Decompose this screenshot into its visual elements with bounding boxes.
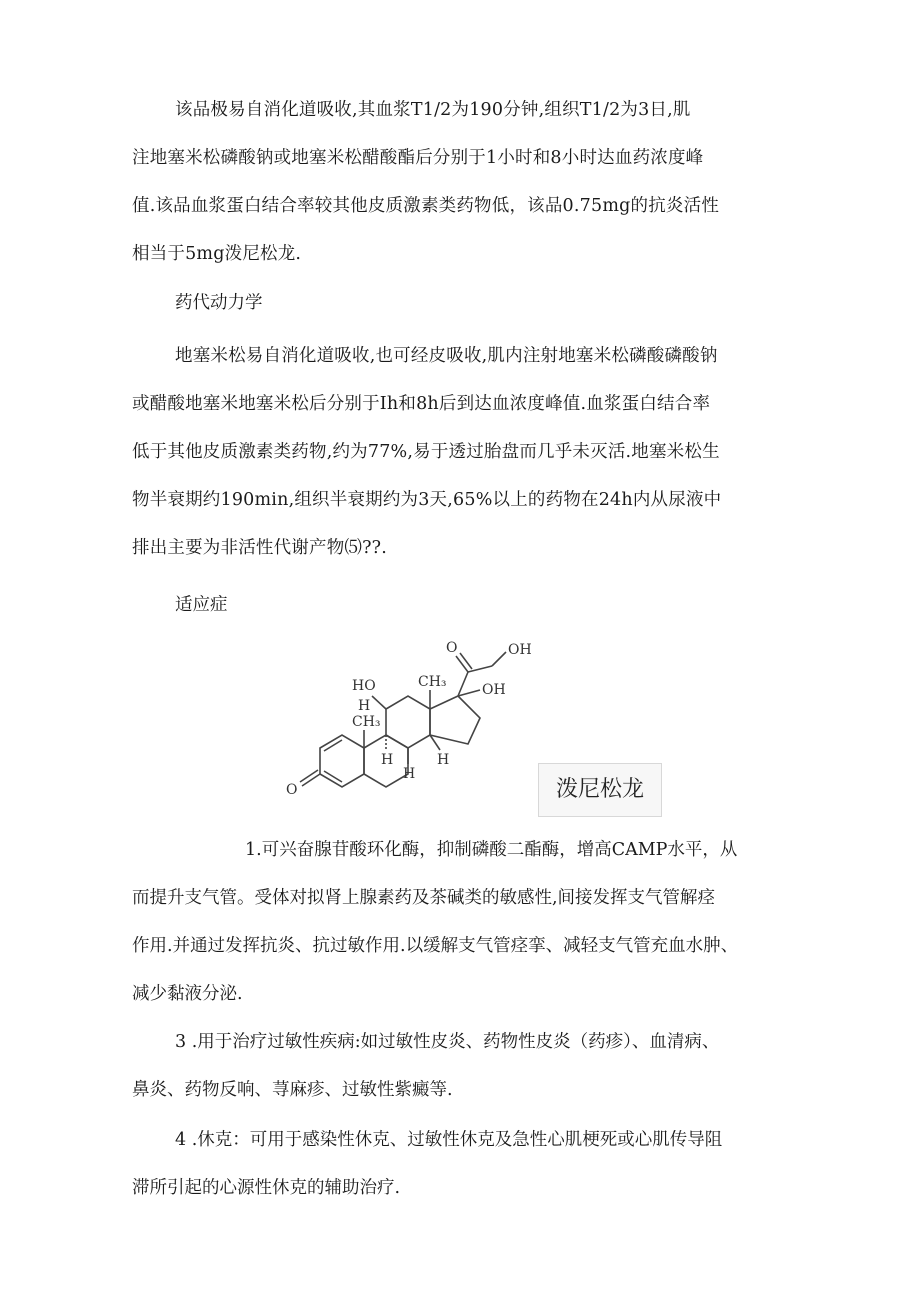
ketone-bond-c20-double	[460, 653, 472, 669]
text-line: 低于其他皮质激素类药物,约为77%,易于透过胎盘而几乎未灭活.地塞米松生	[132, 442, 720, 462]
text-line: 地塞米松易自消化道吸收,也可经皮吸收,肌内注射地塞米松磷酸磷酸钠	[175, 346, 718, 366]
text-line: 减少黏液分泌.	[132, 984, 243, 1004]
ring-a	[320, 735, 364, 787]
double-bond-1-2	[324, 740, 342, 751]
figure-caption-box: 泼尼松龙	[538, 763, 662, 817]
atom-label: H	[358, 698, 371, 714]
atom-label: O	[446, 640, 458, 656]
text-line: 或醋酸地塞米地塞米松后分别于Ih和8h后到达血浓度峰值.血浆蛋白结合率	[132, 394, 711, 414]
indication-item-1	[132, 826, 805, 1018]
hydroxyl-bond-c11	[372, 696, 386, 709]
ketone-bond-c3	[302, 774, 320, 786]
indication-item-3	[132, 1018, 805, 1114]
text-line: 相当于5mg泼尼松龙.	[132, 244, 302, 264]
section-heading-indications: 适应症	[175, 595, 228, 615]
atom-label: O	[286, 782, 298, 798]
atom-label: HO	[352, 678, 376, 694]
ketone-bond-c20	[456, 656, 468, 672]
ring-c	[386, 696, 430, 748]
side-chain-bond-oh	[492, 652, 506, 666]
atom-label: H	[437, 752, 450, 768]
text-line: 注地塞米松磷酸钠或地塞米松醋酸酯后分别于1小时和8小时达血药浓度峰	[132, 148, 704, 168]
paragraph-absorption	[132, 86, 805, 278]
atom-label: H	[403, 766, 416, 782]
text-line: 鼻炎、药物反响、荨麻疹、过敏性紫癜等.	[132, 1080, 453, 1100]
section-heading-pharmacokinetics: 药代动力学	[175, 293, 263, 313]
ketone-bond-c3-double	[300, 770, 318, 782]
atom-label: H	[381, 752, 394, 768]
text-line: 排出主要为非活性代谢产物⑸??.	[132, 538, 388, 558]
atom-label: CH₃	[352, 714, 381, 730]
indication-item-4	[132, 1116, 805, 1212]
ring-d	[430, 696, 480, 744]
atom-label: OH	[508, 642, 532, 658]
paragraph-pharmacokinetics	[132, 332, 805, 572]
text-line: 该品极易自消化道吸收,其血浆T1/2为190分钟,组织T1/2为3日,肌	[175, 100, 691, 120]
text-line: 作用.并通过发挥抗炎、抗过敏作用.以缓解支气管痉挛、减轻支气管充血水肿、	[132, 936, 739, 956]
text-line: 值.该品血浆蛋白结合率较其他皮质激素类药物低，该品0.75mg的抗炎活性	[132, 196, 720, 216]
atom-label: CH₃	[418, 674, 447, 690]
text-line: 1.可兴奋腺苷酸环化酶，抑制磷酸二酯酶，增高CAMP水平，从	[245, 840, 738, 860]
text-line: 而提升支气管。受体对拟肾上腺素药及茶碱类的敏感性,间接发挥支气管解痉	[132, 888, 716, 908]
text-line: 滞所引起的心源性休克的辅助治疗.	[132, 1178, 401, 1198]
side-chain-bond-c20	[458, 672, 468, 696]
text-line: 3 .用于治疗过敏性疾病:如过敏性皮炎、药物性皮炎（药疹）、血清病、	[175, 1032, 720, 1052]
atom-label: OH	[482, 682, 506, 698]
double-bond-4-5	[324, 771, 342, 782]
text-line: 物半衰期约190min,组织半衰期约为3天,65%以上的药物在24h内从尿液中	[132, 490, 722, 510]
hydroxyl-bond-c17	[458, 690, 480, 696]
text-line: 4 .休克：可用于感染性休克、过敏性休克及急性心肌梗死或心肌传导阻	[175, 1130, 723, 1150]
